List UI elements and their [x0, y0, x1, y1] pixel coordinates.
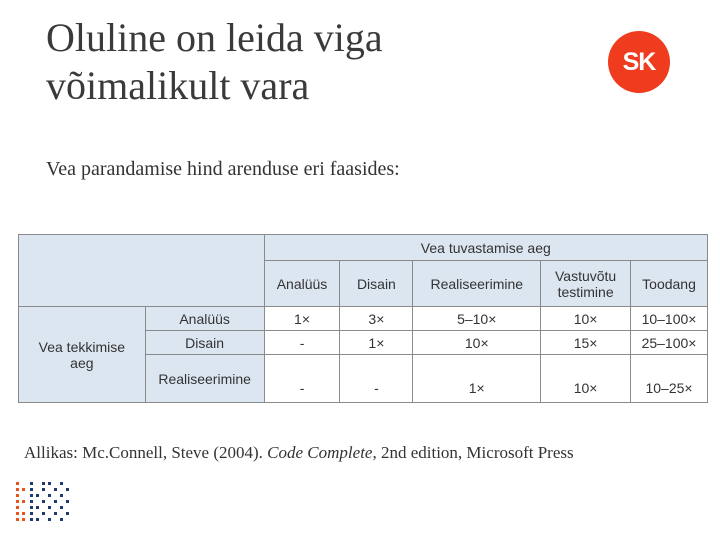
table-cell: 1× — [264, 307, 340, 331]
table-cell: 1× — [340, 331, 413, 355]
col-header — [541, 261, 631, 307]
table-cell: 10× — [541, 307, 631, 331]
table-cell: 3× — [340, 307, 413, 331]
table-corner — [19, 235, 265, 307]
slide-subtitle: Vea parandamise hind arenduse eri faasides: — [46, 158, 400, 180]
col-header: Toodang — [631, 261, 708, 307]
table-cell: - — [264, 331, 340, 355]
source-prefix: Allikas: Mc.Connell, Steve (2004). — [24, 443, 268, 462]
source-book-title: Code Complete — [267, 443, 373, 462]
source-suffix: , 2nd edition, Microsoft Press — [372, 443, 574, 462]
slide-title — [46, 14, 546, 110]
detect-header: Vea tuvastamise aeg — [264, 235, 707, 261]
source-citation — [24, 443, 574, 463]
table-cell: 15× — [541, 331, 631, 355]
table-cell: 5–10× — [413, 307, 541, 331]
table-cell: 10× — [413, 331, 541, 355]
origin-header-text: Vea tekkimise aeg — [38, 338, 126, 371]
table-cell: - — [340, 355, 413, 403]
col-header: Realiseerimine — [413, 261, 541, 307]
row-header: Disain — [145, 331, 264, 355]
sk-logo: SK — [608, 31, 670, 93]
col-header-text: Vastuvõtu testimine — [554, 267, 617, 300]
table-cell: 10–25× — [631, 355, 708, 403]
table-cell: 10–100× — [631, 307, 708, 331]
title-line-1: Oluline on leida viga — [46, 15, 383, 60]
footer-logo-icon — [14, 480, 76, 528]
table-cell: 25–100× — [631, 331, 708, 355]
title-line-2: võimalikult vara — [46, 63, 310, 108]
table-cell: 1× — [413, 355, 541, 403]
defect-cost-table — [18, 234, 708, 403]
origin-header — [19, 307, 146, 403]
col-header: Analüüs — [264, 261, 340, 307]
row-header: Realiseerimine — [145, 355, 264, 403]
row-header: Analüüs — [145, 307, 264, 331]
table-cell: 10× — [541, 355, 631, 403]
table-cell: - — [264, 355, 340, 403]
col-header: Disain — [340, 261, 413, 307]
